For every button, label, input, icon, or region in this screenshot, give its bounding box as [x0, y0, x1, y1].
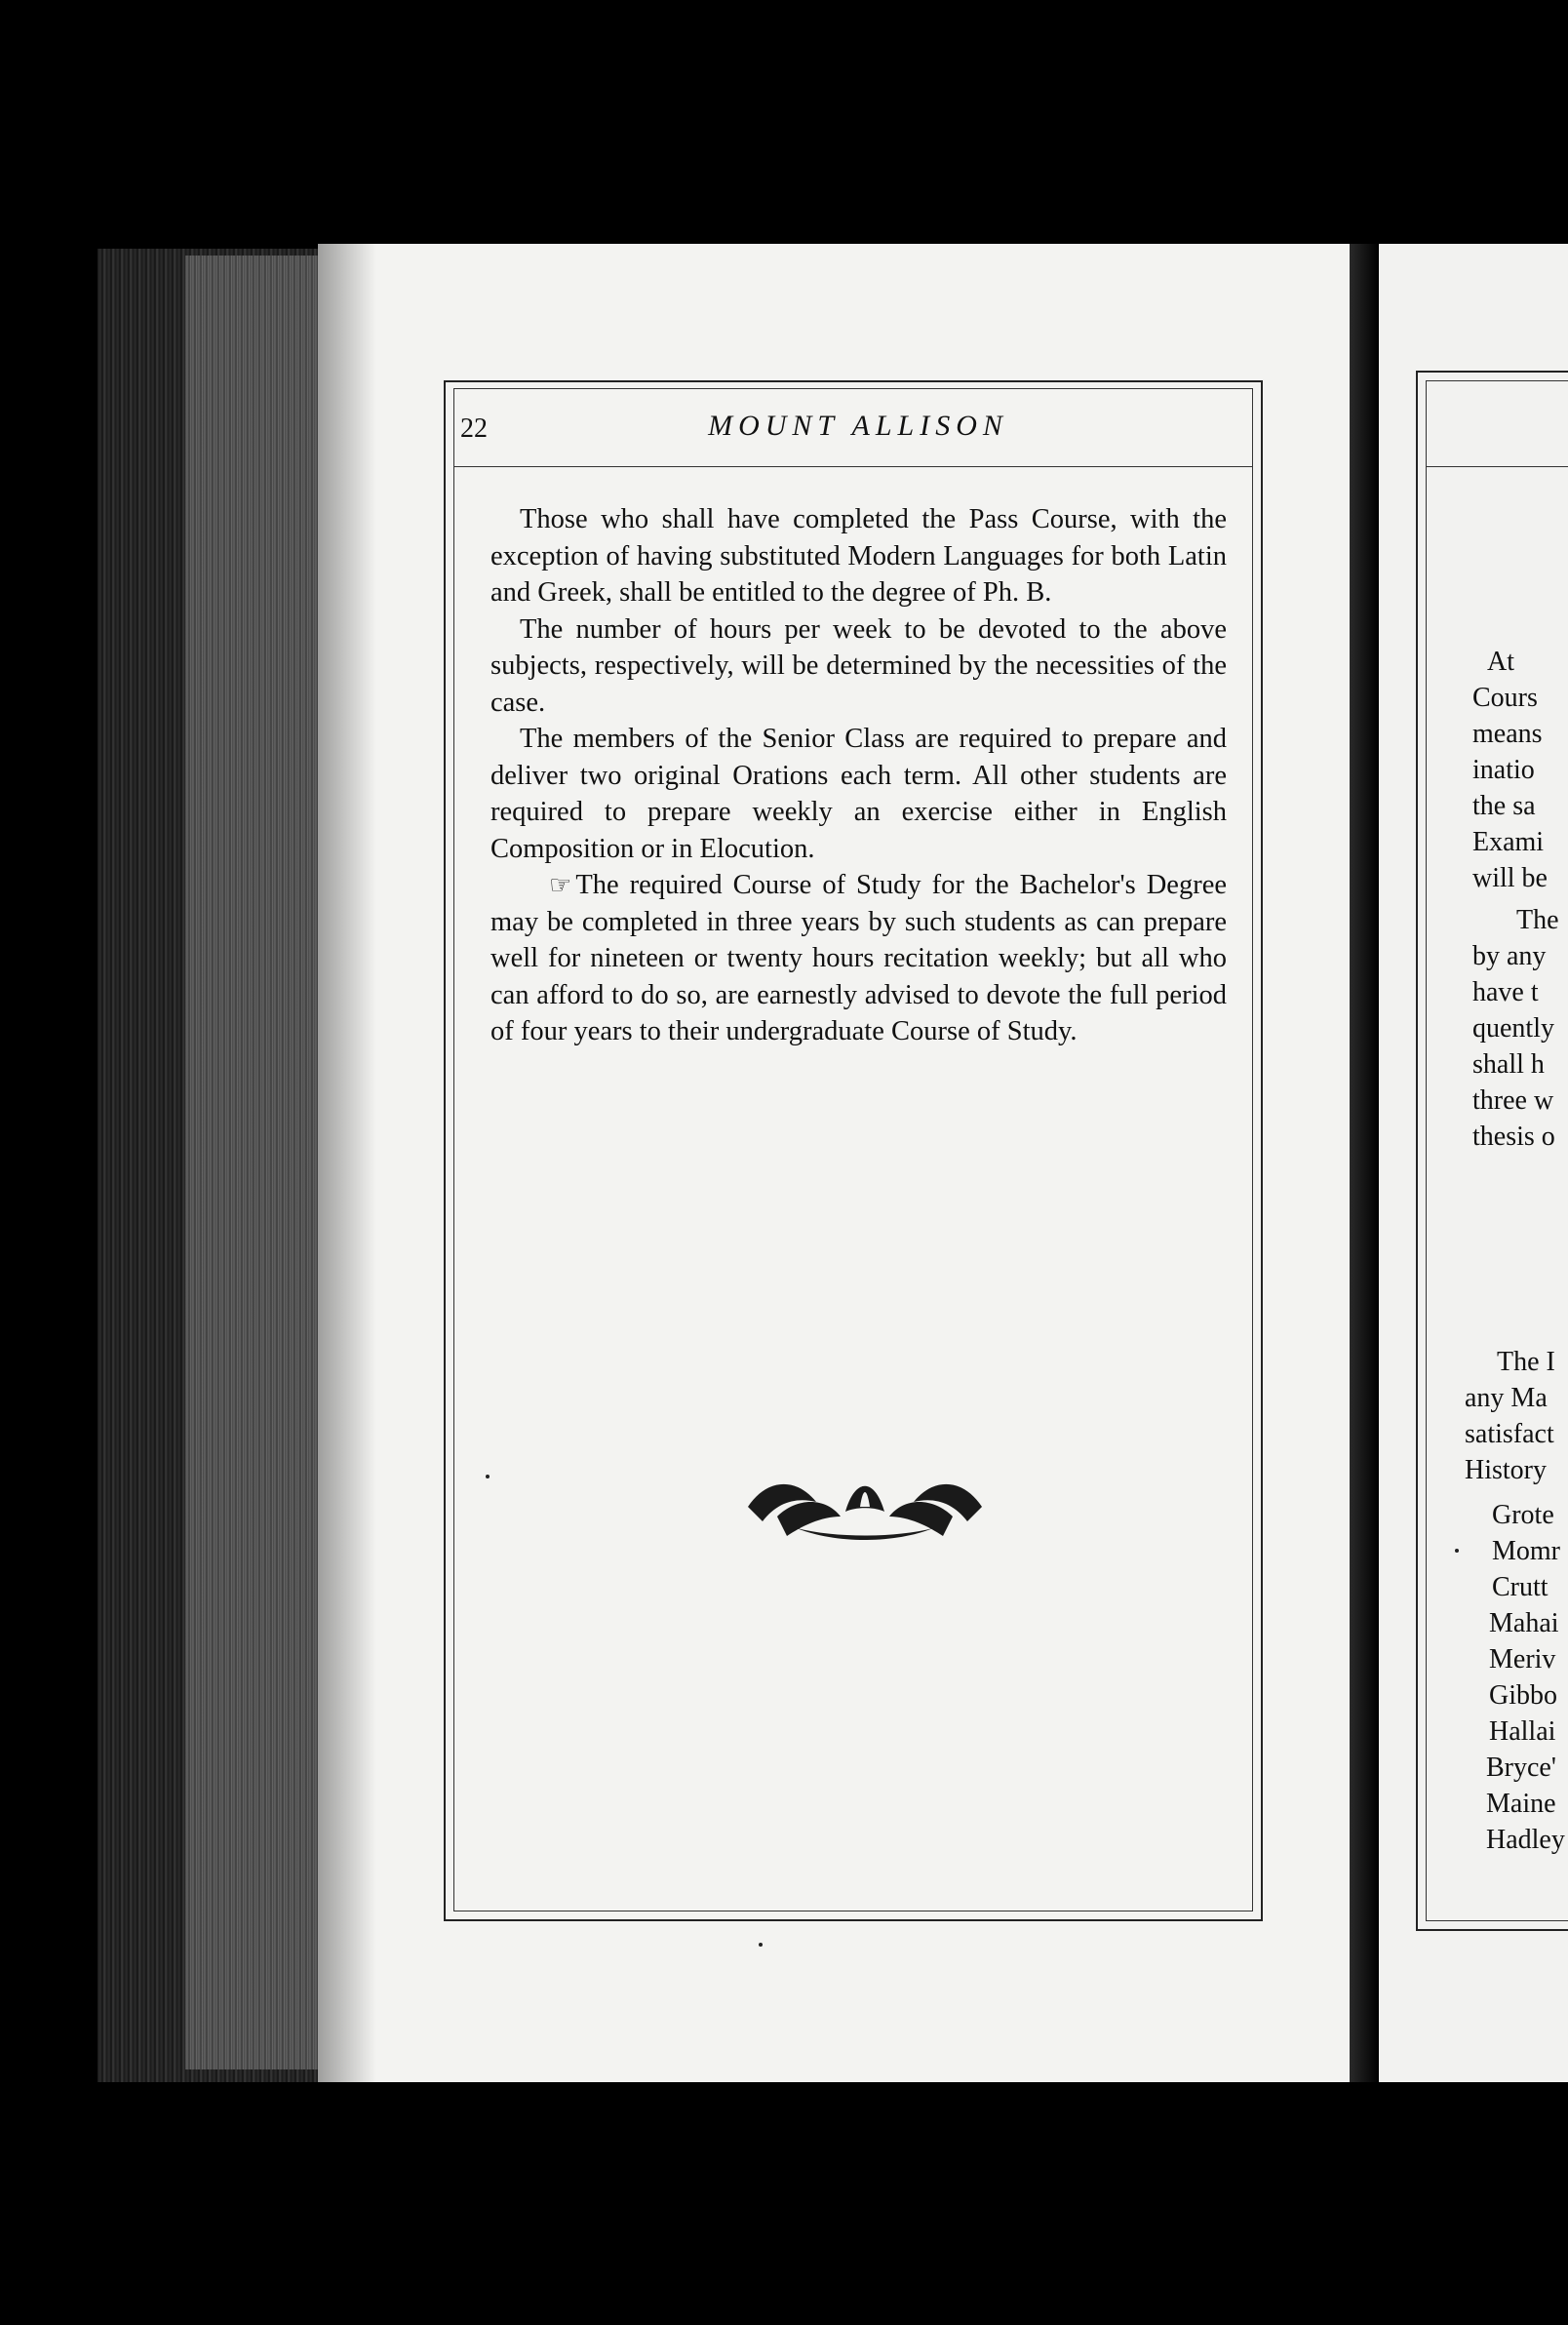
floral-ornament-icon	[738, 1468, 992, 1546]
facing-line: Hallai	[1489, 1716, 1556, 1747]
ink-speck	[759, 1943, 763, 1947]
facing-line: The I	[1497, 1347, 1555, 1377]
pointing-hand-icon: ☞	[549, 871, 572, 899]
facing-line: Bryce'	[1486, 1753, 1556, 1783]
facing-line: means	[1472, 719, 1543, 749]
facing-line: Momr	[1492, 1536, 1560, 1566]
left-page-shadow	[318, 244, 376, 2082]
page-body	[490, 501, 1227, 1050]
facing-line: Meriv	[1489, 1644, 1556, 1675]
ink-speck	[486, 1475, 490, 1478]
facing-line: Gibbo	[1489, 1680, 1557, 1711]
facing-line: Maine	[1486, 1789, 1556, 1819]
book-gutter	[1350, 244, 1379, 2082]
page-number: 22	[460, 414, 488, 444]
facing-line: Cours	[1472, 683, 1538, 713]
facing-line: Grote	[1492, 1500, 1554, 1530]
facing-line: Hadley	[1486, 1825, 1565, 1855]
facing-line: thesis o	[1472, 1122, 1555, 1152]
facing-line: have t	[1472, 977, 1539, 1007]
facing-line: Mahai	[1489, 1608, 1559, 1638]
book-page-edges-light	[185, 256, 322, 2069]
header-rule	[453, 466, 1253, 467]
facing-line: The	[1516, 905, 1559, 935]
paragraph-4	[490, 867, 1227, 1050]
paragraph-3: The members of the Senior Class are required to prepare and deliver two original Orations each term. All other students are required to prepare weekly an exercise either in English Composition or in Elocution.	[490, 724, 1227, 864]
facing-line: inatio	[1472, 755, 1535, 785]
facing-line: History	[1465, 1455, 1547, 1485]
facing-line: the sa	[1472, 791, 1536, 821]
ink-speck	[1455, 1549, 1459, 1553]
facing-page-header-rule	[1426, 466, 1568, 467]
facing-line: quently	[1472, 1013, 1554, 1044]
running-head: MOUNT ALLISON	[708, 410, 1008, 442]
paragraph-2: The number of hours per week to be devoted to the above subjects, respectively, will be determined by the necessities of the case.	[490, 613, 1227, 718]
facing-line: any Ma	[1465, 1383, 1548, 1413]
facing-line: Exami	[1472, 827, 1545, 857]
facing-line: Crutt	[1492, 1572, 1548, 1602]
paragraph-1: Those who shall have completed the Pass Course, with the exception of having substituted Modern Languages for both Latin and Greek, shall be entitled to the degree of Ph. B.	[490, 504, 1227, 608]
facing-line: will be	[1472, 863, 1548, 893]
paragraph-4-text: The required Course of Study for the Bachelor's Degree may be completed in three years by such students as can prepare well for nineteen or twenty hours recitation weekly; but all who can afford to do so, are earnestly advised to devote the full period of four years to their undergraduate Course of Study.	[490, 870, 1227, 1046]
facing-line: At	[1487, 647, 1514, 677]
facing-line: three w	[1472, 1085, 1554, 1116]
facing-line: by any	[1472, 941, 1547, 971]
facing-line: satisfact	[1465, 1419, 1554, 1449]
facing-line: shall h	[1472, 1049, 1545, 1080]
